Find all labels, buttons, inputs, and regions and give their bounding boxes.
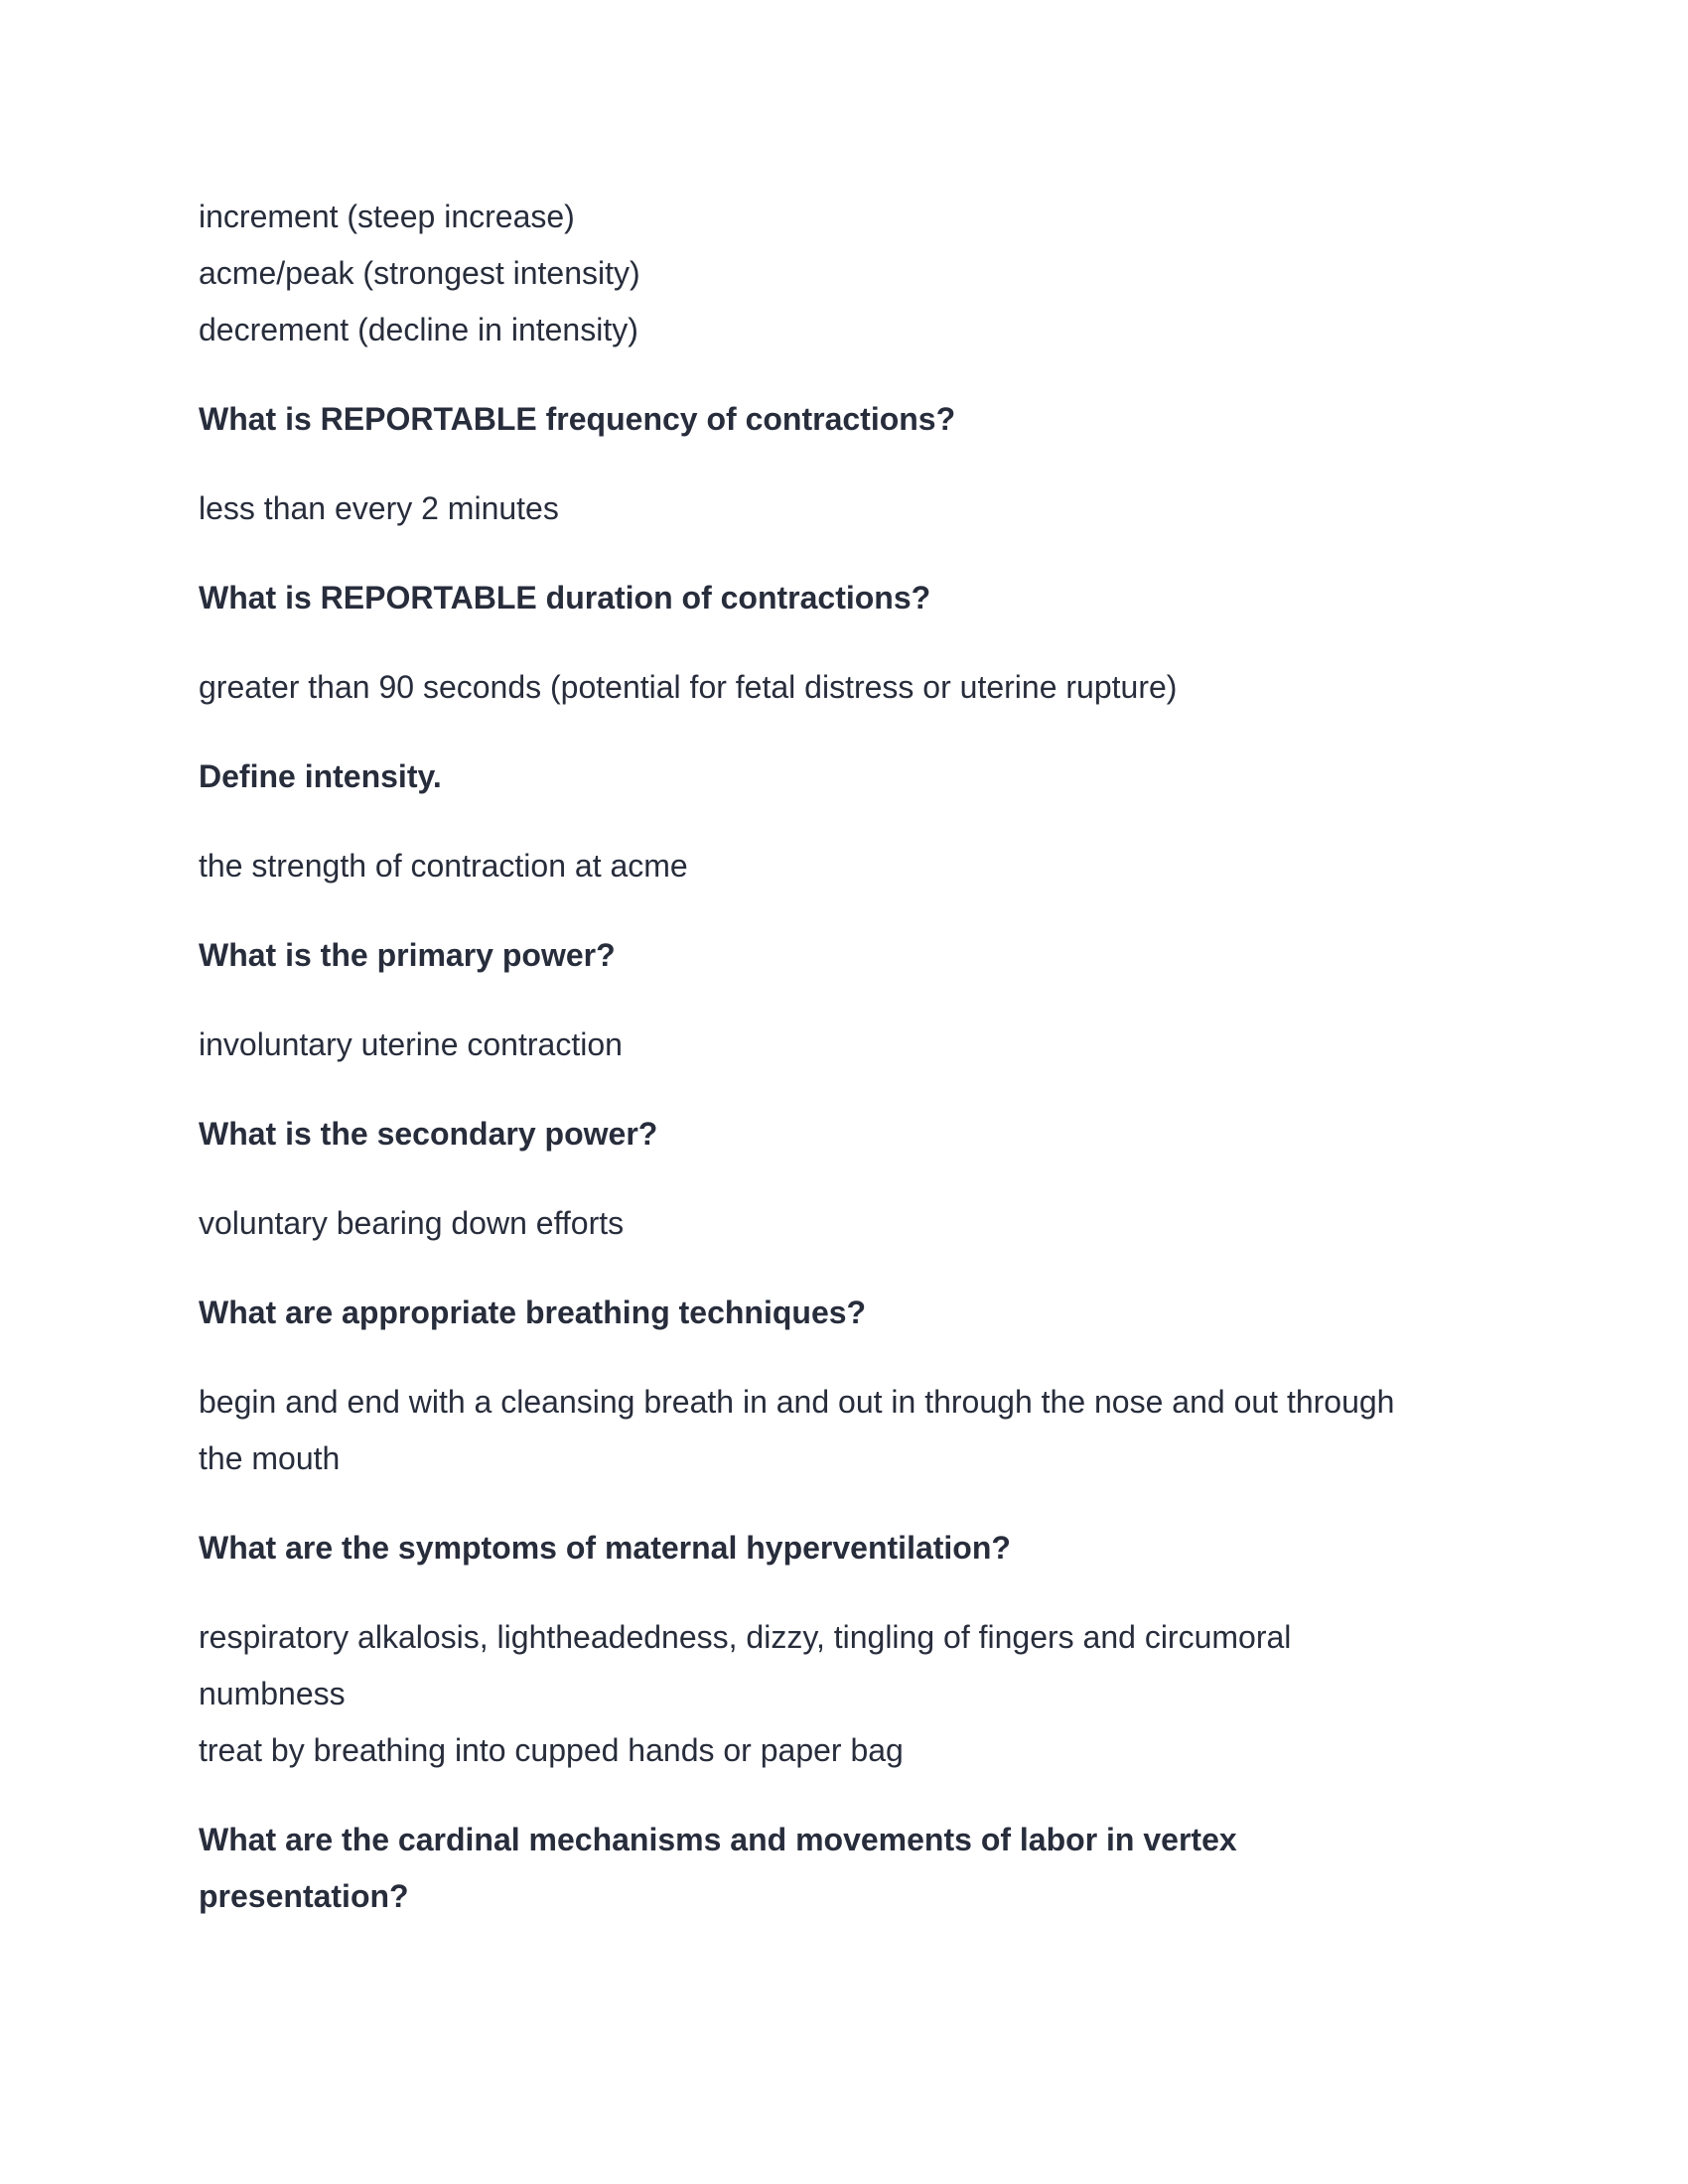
answer-reportable-frequency bbox=[199, 480, 1489, 537]
question-line: Define intensity. bbox=[199, 758, 442, 794]
question-reportable-duration bbox=[199, 570, 1489, 626]
answer-line: less than every 2 minutes bbox=[199, 490, 559, 526]
document-page bbox=[199, 189, 1489, 1958]
answer-line: voluntary bearing down efforts bbox=[199, 1205, 625, 1241]
question-line: What is REPORTABLE frequency of contractions? bbox=[199, 401, 956, 437]
answer-line: increment (steep increase) bbox=[199, 199, 575, 234]
answer-contraction-phases bbox=[199, 189, 1489, 358]
question-line: What are the symptoms of maternal hyperventilation? bbox=[199, 1530, 1011, 1566]
answer-line: acme/peak (strongest intensity) bbox=[199, 255, 640, 291]
answer-line: involuntary uterine contraction bbox=[199, 1026, 623, 1062]
answer-line: decrement (decline in intensity) bbox=[199, 312, 638, 347]
question-primary-power bbox=[199, 927, 1489, 984]
answer-line: greater than 90 seconds (potential for fetal distress or uterine rupture) bbox=[199, 669, 1178, 705]
answer-secondary-power bbox=[199, 1195, 1489, 1252]
answer-define-intensity bbox=[199, 838, 1489, 894]
question-line: What are the cardinal mechanisms and movements of labor in vertex bbox=[199, 1822, 1237, 1857]
question-breathing-techniques bbox=[199, 1285, 1489, 1341]
question-line: What is REPORTABLE duration of contractions? bbox=[199, 580, 931, 615]
answer-line: the mouth bbox=[199, 1440, 341, 1476]
answer-line: respiratory alkalosis, lightheadedness, dizzy, tingling of fingers and circumoral bbox=[199, 1619, 1292, 1655]
question-line: What is the secondary power? bbox=[199, 1116, 658, 1152]
question-line: What are appropriate breathing techniques? bbox=[199, 1295, 867, 1330]
answer-line: numbness bbox=[199, 1676, 346, 1711]
question-line: presentation? bbox=[199, 1878, 409, 1914]
answer-line: the strength of contraction at acme bbox=[199, 848, 688, 884]
answer-reportable-duration bbox=[199, 659, 1489, 716]
question-cardinal-mechanisms bbox=[199, 1812, 1489, 1925]
question-reportable-frequency bbox=[199, 391, 1489, 448]
question-line: What is the primary power? bbox=[199, 937, 616, 973]
question-maternal-hyperventilation bbox=[199, 1520, 1489, 1576]
answer-line: begin and end with a cleansing breath in and out in through the nose and out through bbox=[199, 1384, 1395, 1420]
answer-breathing-techniques bbox=[199, 1374, 1489, 1487]
answer-line: treat by breathing into cupped hands or paper bag bbox=[199, 1732, 904, 1768]
answer-primary-power bbox=[199, 1017, 1489, 1073]
question-define-intensity bbox=[199, 749, 1489, 805]
answer-maternal-hyperventilation bbox=[199, 1609, 1489, 1779]
question-secondary-power bbox=[199, 1106, 1489, 1162]
